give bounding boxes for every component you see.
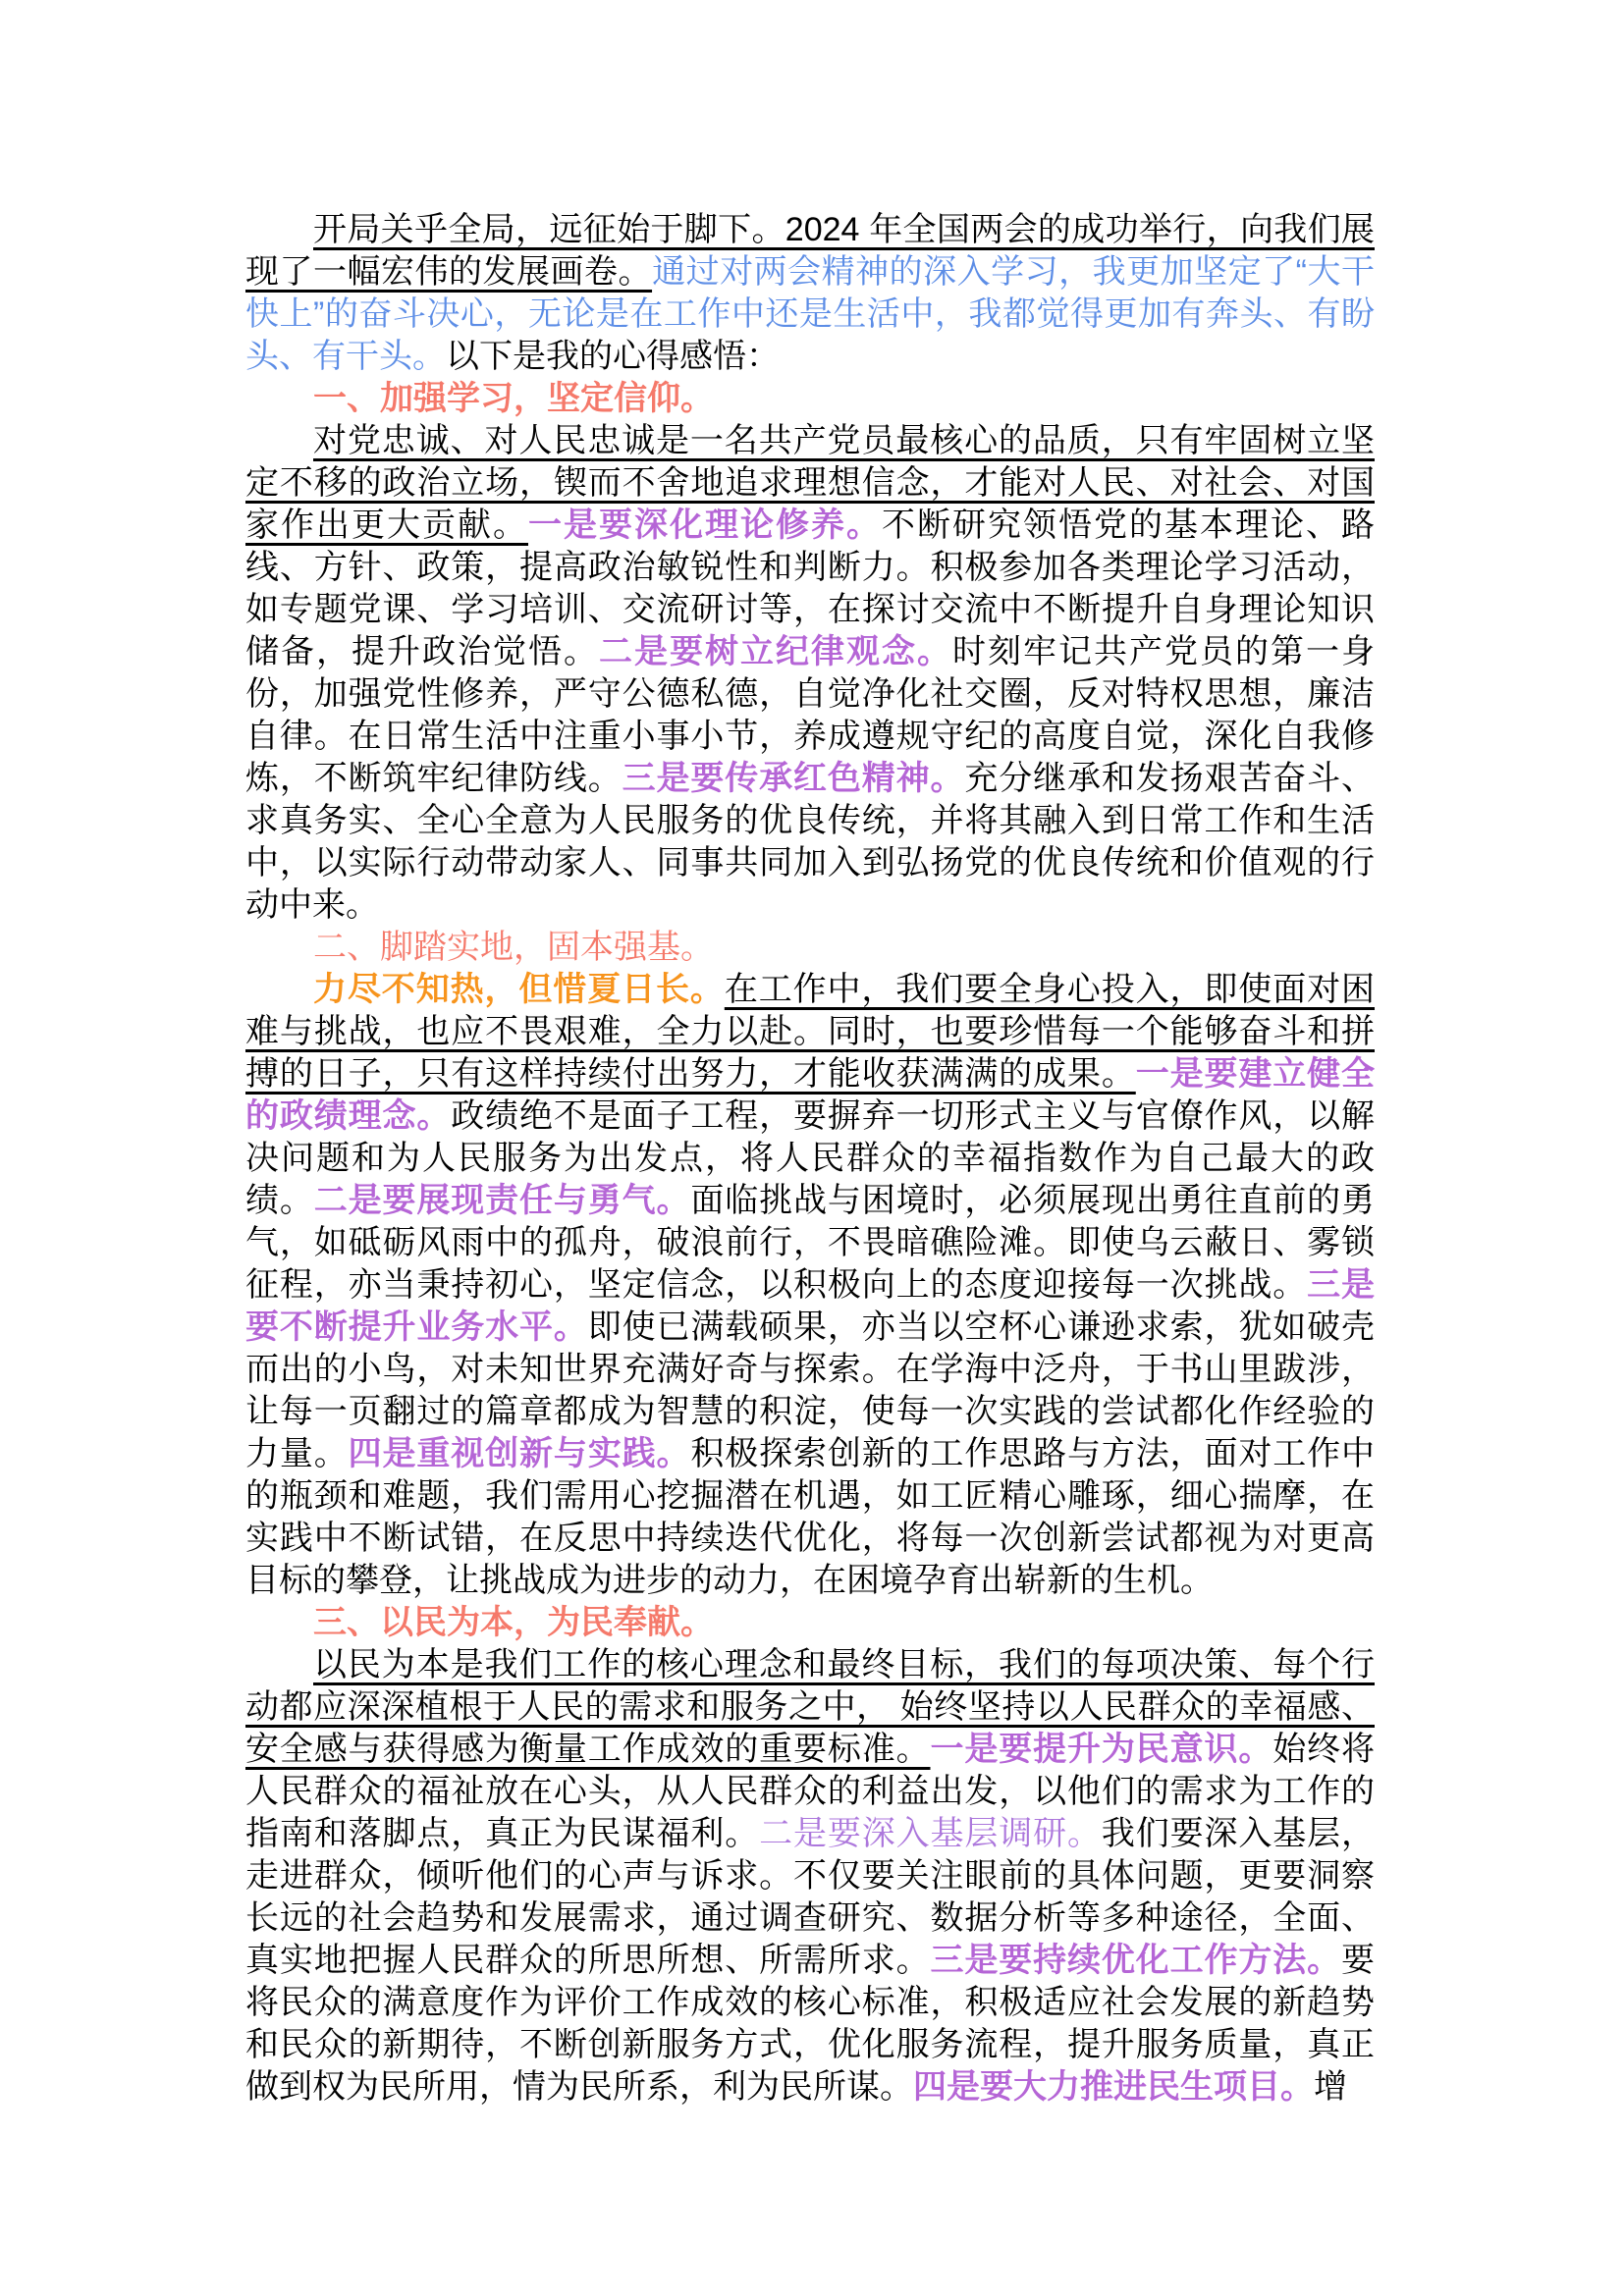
text-run: 三是要传承红色精神。 (622, 760, 965, 797)
text-run: 二是要树立纪律观念。 (599, 633, 952, 670)
section-3-paragraph (245, 1644, 1375, 2109)
text-run: 不断研究领悟党的基本理论、路线、方针、政策，提高政治敏锐性和判断力。积极参加各类理论学习活动，如专题党课、学习培训、交流研讨等，在探讨交流中不断提升自身理论知识储备，提升政治觉悟。 (245, 507, 1375, 670)
text-run: 即使已满载硕果，亦当以空杯心谦逊求索，犹如破壳而出的小鸟，对未知世界充满好奇与探索。在学海中泛舟，于书山里跋涉，让每一页翻过的篇章都成为智慧的积淀，使每一次实践的尝试都化作经验的力量。 (245, 1308, 1375, 1472)
section-2-paragraph (245, 969, 1375, 1602)
text-run: 通过对两会精神的深入学习，我更加坚定了“大干快上”的奋斗决心，无论是在工作中还是生活中，我都觉得更加有奔头、有盼头、有干头。 (245, 253, 1375, 375)
text-run: 充分继承和发扬艰苦奋斗、求真务实、全心全意为人民服务的优良传统，并将其融入到日常工作和生活中，以实际行动带动家人、同事共同加入到弘扬党的优良传统和价值观的行动中来。 (245, 760, 1375, 924)
intro-paragraph (245, 209, 1375, 378)
text-run: 在工作中，我们要全身心投入，即使面对困难与挑战，也应不畏艰难，全力以赴。同时，也要珍惜每一个能够奋斗和拼搏的日子，只有这样持续付出努力，才能收获满满的成果。 (245, 971, 1376, 1093)
section-3-heading (245, 1602, 1375, 1644)
text-run: 面临挑战与困境时，必须展现出勇往直前的勇气，如砥砺风雨中的孤舟，破浪前行，不畏暗礁险滩。即使乌云蔽日、雾锁征程，亦当秉持初心，坚定信念，以积极向上的态度迎接每一次挑战。 (245, 1182, 1375, 1304)
text-run: 一是要深化理论修养。 (528, 507, 882, 544)
document-body (245, 209, 1375, 2109)
text-run: 力尽不知热，但惜夏日长。 (313, 971, 725, 1008)
text-run: 三是要持续优化工作方法。 (930, 1942, 1341, 1979)
text-run: 对党忠诚、对人民忠诚是一名共产党员最核心的品质，只有牢固树立坚定不移的政治立场，锲而不舍地追求理想信念，才能对人民、对社会、对国家作出更大贡献。 (245, 422, 1375, 544)
text-run: 始终将人民群众的福祉放在心头，从人民群众的利益出发，以他们的需求为工作的指南和落脚点，真正为民谋福利。 (245, 1731, 1375, 1852)
text-run: 二是要深入基层调研。 (759, 1815, 1102, 1852)
text-run: 政绩绝不是面子工程，要摒弃一切形式主义与官僚作风，以解决问题和为人民服务为出发点，将人民群众的幸福指数作为自己最大的政绩。 (245, 1097, 1375, 1219)
text-run: 以民为本是我们工作的核心理念和最终目标，我们的每项决策、每个行动都应深深植根于人民的需求和服务之中， 始终坚持以人民群众的幸福感、安全感与获得感为衡量工作成效的重要标准。 (245, 1646, 1375, 1768)
heading-run: 三、以民为本，为民奉献。 (313, 1604, 714, 1641)
text-run: 开局关乎全局，远征始于脚下。2024 年全国两会的成功举行，向我们展现了一幅宏伟的发展画卷。 (245, 211, 1375, 291)
text-run: 我们要深入基层，走进群众，倾听他们的心声与诉求。不仅要关注眼前的具体问题，更要洞察长远的社会趋势和发展需求，通过调查研究、数据分析等多种途径，全面、真实地把握人民群众的所思所想、所需所求。 (245, 1815, 1375, 1979)
text-run: 四是要大力推进民生项目。 (913, 2068, 1314, 2106)
section-2-heading (245, 927, 1375, 969)
text-run: 要将民众的满意度作为评价工作成效的核心标准，积极适应社会发展的新趋势和民众的新期待，不断创新服务方式，优化服务流程，提升服务质量，真正做到权为民所用，情为民所系，利为民所谋。 (245, 1942, 1375, 2106)
heading-run: 二、脚踏实地，固本强基。 (313, 929, 714, 966)
text-run: 二是要展现责任与勇气。 (313, 1182, 691, 1219)
text-run: 积极探索创新的工作思路与方法，面对工作中的瓶颈和难题，我们需用心挖掘潜在机遇，如工匠精心雕琢，细心揣摩，在实践中不断试错，在反思中持续迭代优化，将每一次创新尝试都视为对更高目标的攀登，让挑战成为进步的动力，在困境孕育出崭新的生机。 (245, 1435, 1375, 1599)
text-run: 以下是我的心得感悟： (446, 338, 780, 375)
text-run: 一是要提升为民意识。 (930, 1731, 1273, 1768)
text-run: 时刻牢记共产党员的第一身份，加强党性修养，严守公德私德，自觉净化社交圈，反对特权思想，廉洁自律。在日常生活中注重小事小节，养成遵规守纪的高度自觉，深化自我修炼，不断筑牢纪律防线。 (245, 633, 1375, 797)
heading-run: 一、加强学习，坚定信仰。 (313, 380, 714, 417)
section-1-heading (245, 378, 1375, 420)
text-run: 三是要不断提升业务水平。 (245, 1266, 1375, 1346)
text-run: 一是要建立健全的政绩理念。 (245, 1055, 1375, 1135)
section-1-paragraph (245, 420, 1375, 927)
text-run: 增 (1314, 2068, 1347, 2106)
text-run: 四是重视创新与实践。 (348, 1435, 691, 1472)
